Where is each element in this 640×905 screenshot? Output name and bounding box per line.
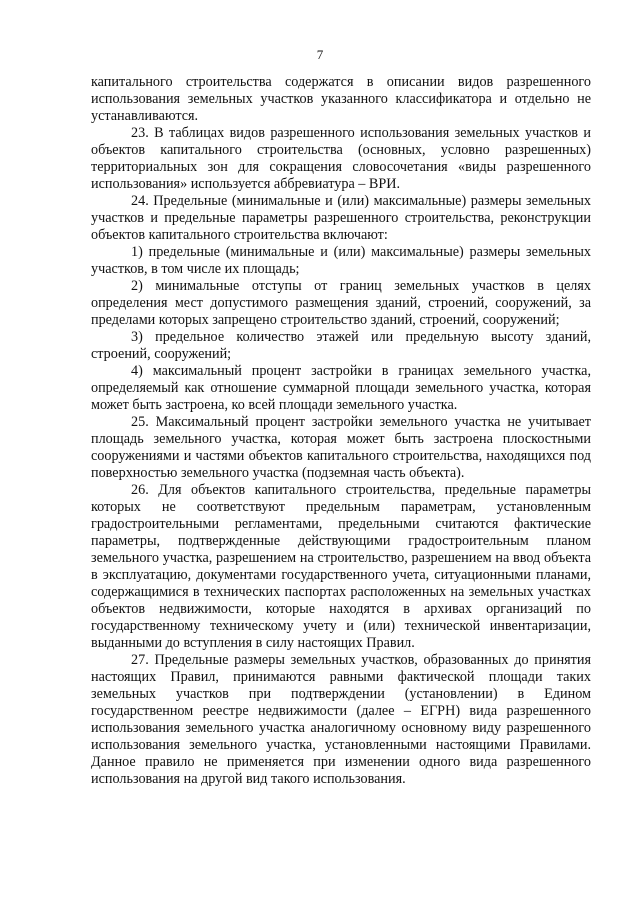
paragraph-24-item-3: 3) предельное количество этажей или предельную высоту зданий, строений, сооружений; [91, 329, 591, 362]
paragraph-25: 25. Максимальный процент застройки земельного участка не учитывает площадь земельного участка, которая может быть застроена плоскостными сооружениями и частями объектов капитального строительства, находящихся под поверхностью земельного участка (подземная часть объекта). [91, 414, 591, 481]
paragraph-24-item-4: 4) максимальный процент застройки в границах земельного участка, определяемый как отношение суммарной площади земельного участка, которая может быть застроена, ко всей площади земельного участка. [91, 363, 591, 413]
paragraph-24-item-1: 1) предельные (минимальные и (или) максимальные) размеры земельных участков, в том числе их площадь; [91, 244, 591, 277]
paragraph-27: 27. Предельные размеры земельных участков, образованных до принятия настоящих Правил, принимаются равными фактической площади таких земельных участков при подтверждении (установлении) в Едином государственном реестре недвижимости (далее – ЕГРН) вида разрешенного использования земельного участка аналогичному основному виду разрешенного использования земельного участка, установленными настоящими Правилами. Данное правило не применяется при изменении одного вида разрешенного использования на другой вид такого использования. [91, 652, 591, 787]
document-body [91, 74, 591, 788]
paragraph-24: 24. Предельные (минимальные и (или) максимальные) размеры земельных участков и предельные параметры разрешенного строительства, реконструкции объектов капитального строительства включают: [91, 193, 591, 243]
paragraph-26: 26. Для объектов капитального строительства, предельные параметры которых не соответствуют предельным параметрам, установленным градостроительными регламентами, предельными считаются фактические параметры, подтвержденные действующими градостроительным планом земельного участка, разрешением на строительство, разрешением на ввод объекта в эксплуатацию, документами государственного учета, ситуационными планами, содержащимися в технических паспортах расположенных на земельных участках объектов недвижимости, которые находятся в архивах организаций по государственному техническому учету и (или) технической инвентаризации, выданными до вступления в силу настоящих Правил. [91, 482, 591, 651]
paragraph-24-item-2: 2) минимальные отступы от границ земельных участков в целях определения мест допустимого размещения зданий, строений, сооружений, за пределами которых запрещено строительство зданий, строений, сооружений; [91, 278, 591, 328]
page-number: 7 [316, 47, 324, 62]
paragraph-continuation: капитального строительства содержатся в описании видов разрешенного использования земельных участков указанного классификатора и отдельно не устанавливаются. [91, 74, 591, 124]
paragraph-23: 23. В таблицах видов разрешенного использования земельных участков и объектов капитального строительства (основных, условно разрешенных) территориальных зон для сокращения словосочетания «виды разрешенного использования» используется аббревиатура – ВРИ. [91, 125, 591, 192]
